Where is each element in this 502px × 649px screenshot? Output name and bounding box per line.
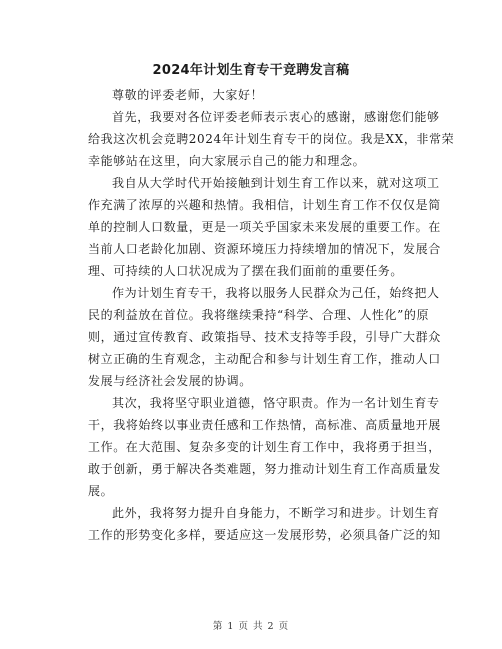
text-line: 此外，我将努力提升自身能力，不断学习和进步。计划生育 [112, 506, 440, 520]
text-line: 则，通过宣传教育、政策指导、技术支持等手段，引导广大群众 [88, 330, 441, 344]
paragraph-greeting [88, 84, 416, 106]
text-line: 工作的形势变化多样，要适应这一发展形势，必须具备广泛的知 [88, 528, 441, 542]
text-line: 发展与经济社会发展的协调。 [88, 374, 252, 388]
paragraph-ethics [88, 392, 441, 502]
text-line: 工作。在大范围、复杂多变的计划生育工作中，我将勇于担当， [88, 440, 441, 454]
text-line: 作充满了浓厚的兴趣和热情。我相信，计划生育工作不仅仅是简 [88, 198, 441, 212]
text-line: 幸能够站在这里，向大家展示自己的能力和理念。 [88, 154, 366, 168]
text-line: 作为计划生育专干，我将以服务人民群众为己任，始终把人 [112, 286, 440, 300]
text-line: 单的控制人口数量，更是一项关乎国家未来发展的重要工作。在 [88, 220, 441, 234]
text-line: 干，我将始终以事业责任感和工作热情，高标准、高质量地开展 [88, 418, 441, 432]
document-body [88, 84, 455, 546]
paragraph-background [88, 172, 441, 282]
text-line: 给我这次机会竞聘2024年计划生育专干的岗位。我是XX，非常荣 [88, 132, 455, 146]
document-title: 2024年计划生育专干竞聘发言稿 [152, 63, 350, 78]
text-line: 树立正确的生育观念，主动配合和参与计划生育工作，推动人口 [88, 352, 441, 366]
text-line: 理、可持续的人口状况成为了摆在我们面前的重要任务。 [88, 264, 404, 278]
text-line: 民的利益放在首位。我将继续秉持“科学、合理、人性化”的原 [88, 308, 430, 322]
page-indicator: 第 1 页 共 2 页 [212, 621, 290, 632]
text-line: 其次，我将坚守职业道德，恪守职责。作为一名计划生育专 [112, 396, 440, 410]
text-line: 当前人口老龄化加剧、资源环境压力持续增加的情况下，发展合 [88, 242, 441, 256]
text-line: 展。 [88, 484, 114, 498]
text-line: 敢于创新，勇于解决各类难题，努力推动计划生育工作高质量发 [88, 462, 441, 476]
text-line: 首先，我要对各位评委老师表示衷心的感谢，感谢您们能够 [112, 110, 440, 124]
text-line: 我自从大学时代开始接触到计划生育工作以来，就对这项工 [112, 176, 440, 190]
paragraph-improvement [88, 502, 441, 546]
paragraph-service [88, 282, 441, 392]
text-line: 尊敬的评委老师，大家好！ [112, 88, 264, 102]
paragraph-thanks [88, 106, 455, 172]
